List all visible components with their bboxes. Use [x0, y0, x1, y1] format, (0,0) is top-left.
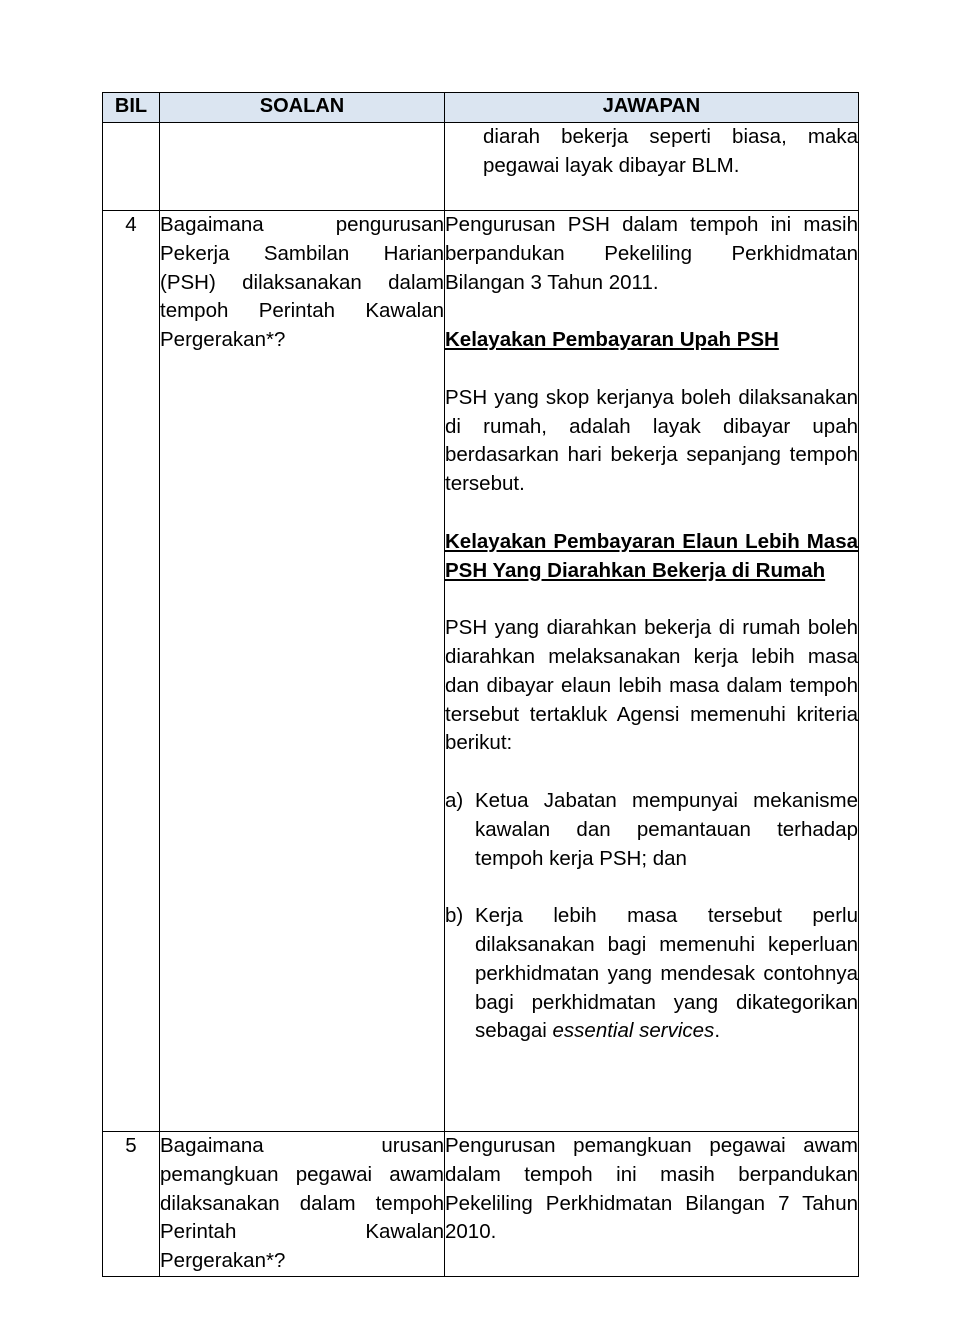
header-bil: BIL — [103, 93, 160, 123]
section-heading: Kelayakan Pembayaran Elaun Lebih Masa PSH Yang Diarahkan Bekerja di Rumah — [445, 529, 858, 582]
table-row-continuation — [103, 123, 859, 211]
question-text: Bagaimana urusan pemangkuan pegawai awam dilaksanakan dalam tempoh Perintah Kawalan Pergerakan*? — [160, 1134, 444, 1273]
list-item-text-end: . — [714, 1019, 721, 1043]
list-marker: a) — [445, 788, 464, 812]
table-header — [103, 93, 859, 123]
list-marker: b) — [445, 904, 464, 928]
table-row-5 — [103, 1132, 859, 1277]
answer-continuation-text: diarah bekerja seperti biasa, maka pegawai layak dibayar BLM. — [483, 125, 858, 177]
list-item-text: Ketua Jabatan mempunyai mekanisme kawalan dan pemantauan terhadap tempoh kerja PSH; dan — [475, 788, 858, 870]
table-row-4 — [103, 211, 859, 1132]
bil-cell-empty — [103, 123, 160, 211]
list-item-text — [475, 902, 858, 1046]
answer-cell — [445, 211, 859, 1132]
answer-cell-continuation — [445, 123, 859, 211]
list-item — [445, 902, 858, 1046]
list-item-text-italic: essential services — [552, 1019, 715, 1043]
list-item-text-main: Kerja lebih masa tersebut perlu dilaksanakan bagi memenuhi keperluan perkhidmatan yang mendesak contohnya bagi perkhidmatan yang dikategorikan sebagai — [475, 904, 858, 1043]
header-soalan: SOALAN — [160, 93, 445, 123]
answer-cell — [445, 1132, 859, 1277]
question-cell — [160, 211, 445, 1132]
question-cell — [160, 1132, 445, 1277]
bil-cell: 5 — [103, 1132, 160, 1277]
question-text: Bagaimana pengurusan Pekerja Sambilan Harian (PSH) dilaksanakan dalam tempoh Perintah Kawalan Pergerakan*? — [160, 213, 444, 352]
section-paragraph: PSH yang diarahkan bekerja di rumah boleh diarahkan melaksanakan kerja lebih masa dan dibayar elaun lebih masa dalam tempoh tersebut tertakluk Agensi memenuhi kriteria berikut: — [445, 616, 858, 755]
header-jawapan: JAWAPAN — [445, 93, 859, 123]
section-heading: Kelayakan Pembayaran Upah PSH — [445, 328, 779, 352]
qa-table — [102, 92, 859, 1277]
bil-cell: 4 — [103, 211, 160, 1132]
answer-intro: Pengurusan pemangkuan pegawai awam dalam tempoh ini masih berpandukan Pekeliling Perkhidmatan Bilangan 7 Tahun 2010. — [445, 1134, 858, 1244]
list-item — [445, 787, 858, 873]
section-paragraph: PSH yang skop kerjanya boleh dilaksanakan di rumah, adalah layak dibayar upah berdasarkan hari bekerja sepanjang tempoh tersebut. — [445, 385, 858, 496]
question-cell-empty — [160, 123, 445, 211]
answer-intro: Pengurusan PSH dalam tempoh ini masih berpandukan Pekeliling Perkhidmatan Bilangan 3 Tahun 2011. — [445, 213, 858, 294]
